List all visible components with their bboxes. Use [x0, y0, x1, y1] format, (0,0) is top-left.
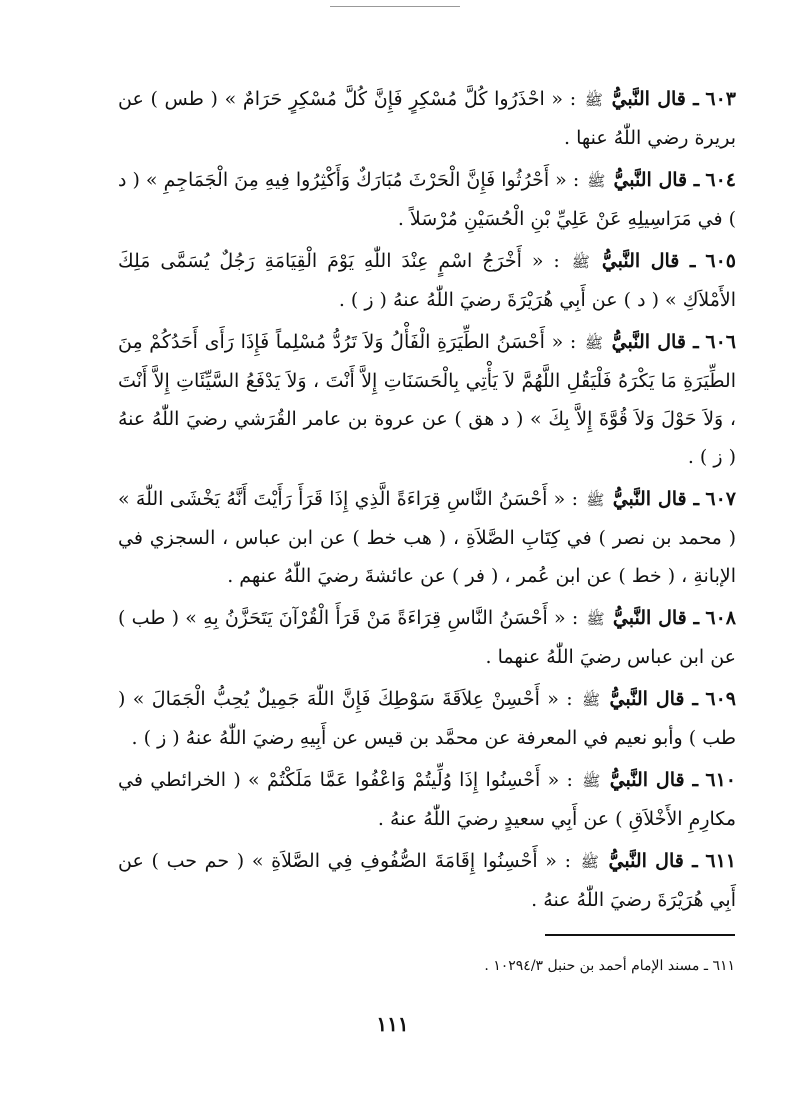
hadith-number: ٦١٠: [705, 769, 737, 791]
salawat-glyph: ﷺ: [587, 172, 606, 190]
hadith-entry-606: [118, 323, 736, 476]
salawat-glyph: ﷺ: [582, 691, 601, 709]
hadith-entry-603: [118, 80, 736, 157]
hadith-number: ٦٠٩: [705, 688, 737, 710]
hadith-intro: ـ قال النَّبيُّ: [612, 488, 700, 510]
salawat-glyph: ﷺ: [580, 853, 599, 871]
hadith-text: : « أَحْسِنُوا إِذَا وُلِّيتُمْ وَاعْفُوا عَمَّا مَلَكْتُمْ » ( الخرائطي في مكارِمِ الأَخْلاَقِ ) عن أَبِي سعيدٍ رضيَ اللّٰهُ عنهُ .: [118, 769, 736, 830]
hadith-entry-608: [118, 599, 736, 676]
salawat-glyph: ﷺ: [584, 334, 604, 352]
hadith-text: : « أَحْسَنُ النَّاسِ قِرَاءَةً مَنْ قَرَأَ الْقُرْآنَ يَتَحَزَّنُ بِهِ » ( طب ) عن ابن عباس رضيَ اللّٰهُ عنهما .: [118, 607, 736, 668]
hadith-entry-604: [118, 161, 736, 238]
footnote-separator: [545, 934, 735, 936]
salawat-glyph: ﷺ: [582, 772, 601, 790]
hadith-text: : « أَحْسِنْ عِلاَقَةَ سَوْطِكَ فَإِنَّ اللّٰهَ جَمِيلٌ يُحِبُّ الْجَمَالَ » ( طب ) وأبو نعيم في المعرفة عن محمَّد بن قيس عن أَبِيهِ رضيَ اللّٰهُ عنهُ ( ز ) .: [118, 688, 736, 749]
hadith-text: : « أَحْسَنُ الطِّيَرَةِ الْفَأْلُ وَلاَ تَرُدُّ مُسْلِماً فَإِذَا رَأَى أَحَدُكُمْ مِنَ الطِّيَرَةِ مَا يَكْرَهُ فَلْيَقُلِ اللَّهُمَّ لاَ يَأْتِي بِالْحَسَنَاتِ إِلاَّ أَنْتَ ، وَلاَ يَدْفَعُ السَّيِّئَاتِ إِلاَّ أَنْتَ ، وَلاَ حَوْلَ وَلاَ قُوَّةَ إِلاَّ بِكَ » ( د هق ) عن عروة بن عامر القُرَشي رضيَ اللّٰهُ عنهُ ( ز ) .: [118, 331, 736, 468]
hadith-number: ٦٠٧: [705, 488, 736, 510]
page-number: ١١١: [376, 1012, 409, 1036]
hadith-intro: ـ قال النَّبيُّ: [608, 850, 698, 872]
salawat-glyph: ﷺ: [584, 91, 603, 109]
hadith-number: ٦٠٥: [705, 250, 737, 272]
hadith-text: : « احْذَرُوا كُلَّ مُسْكِرٍ فَإِنَّ كُلَّ مُسْكِرٍ حَرَامٌ » ( طس ) عن بريرة رضي اللّٰهُ عنها .: [118, 88, 736, 149]
footnote: ٦١١ ـ مسند الإمام أحمد بن حنبل ١٠٢٩٤/٣ .: [484, 958, 735, 974]
hadith-entry-607: [118, 480, 736, 595]
hadith-intro: ـ قال النَّبيُّ: [612, 607, 700, 629]
hadith-number: ٦٠٣: [705, 88, 736, 110]
hadith-intro: ـ قال النَّبيُّ: [609, 688, 699, 710]
hadith-intro: ـ قال النَّبيُّ: [611, 331, 699, 353]
hadith-intro: ـ قال النَّبيُّ: [609, 769, 699, 791]
hadith-entry-611: [118, 842, 736, 919]
salawat-glyph: ﷺ: [571, 253, 590, 271]
hadith-number: ٦٠٦: [705, 331, 736, 353]
hadith-entry-605: [118, 242, 736, 319]
hadith-text: : « أَخْرَجُ اسْمٍ عِنْدَ اللّٰهِ يَوْمَ الْقِيَامَةِ رَجُلٌ يُسَمَّى مَلِكَ الأَمْلاَكِ » ( د ) عن أَبِي هُرَيْرَةَ رضيَ اللّٰهُ عنهُ ( ز ) .: [118, 250, 736, 311]
hadith-number: ٦١١: [705, 850, 736, 872]
hadith-number: ٦٠٨: [705, 607, 736, 629]
salawat-glyph: ﷺ: [586, 610, 605, 628]
hadith-intro: ـ قال النَّبيُّ: [613, 169, 700, 191]
hadith-text: : « أَحْسَنُ النَّاسِ قِرَاءَةً الَّذِي إِذَا قَرَأَ رَأَيْتَ أَنَّهُ يَخْشَى اللّٰهَ » ( محمد بن نصر ) في كِتَابِ الصَّلاَةِ ، ( هب خط ) عن ابن عباس ، السجزي في الإبانةِ ، ( خط ) عن ابن عُمر ، ( فر ) عن عائشةَ رضيَ اللّٰهُ عنهم .: [118, 488, 736, 587]
hadith-number: ٦٠٤: [705, 169, 736, 191]
salawat-glyph: ﷺ: [586, 491, 605, 509]
hadith-intro: ـ قال النَّبيُّ: [601, 250, 696, 272]
hadith-text: : « أَحْرُثُوا فَإِنَّ الْحَرْثَ مُبَارَكٌ وَأَكْثِرُوا فِيهِ مِنَ الْجَمَاجِمِ » ( د ) في مَرَاسِيلِهِ عَنْ عَلِيِّ بْنِ الْحُسَيْنِ مُرْسَلاً .: [117, 169, 736, 230]
hadith-entry-610: [118, 761, 736, 838]
hadith-entry-609: [118, 680, 736, 757]
hadith-intro: ـ قال النَّبيُّ: [611, 88, 699, 110]
top-decorative-rule: [330, 6, 460, 7]
hadith-text: : « أَحْسِنُوا إِقَامَةَ الصُّفُوفِ فِي الصَّلاَةِ » ( حم حب ) عن أَبِي هُرَيْرَةَ رضيَ اللّٰهُ عنهُ .: [118, 850, 736, 911]
hadith-list: [118, 80, 736, 923]
